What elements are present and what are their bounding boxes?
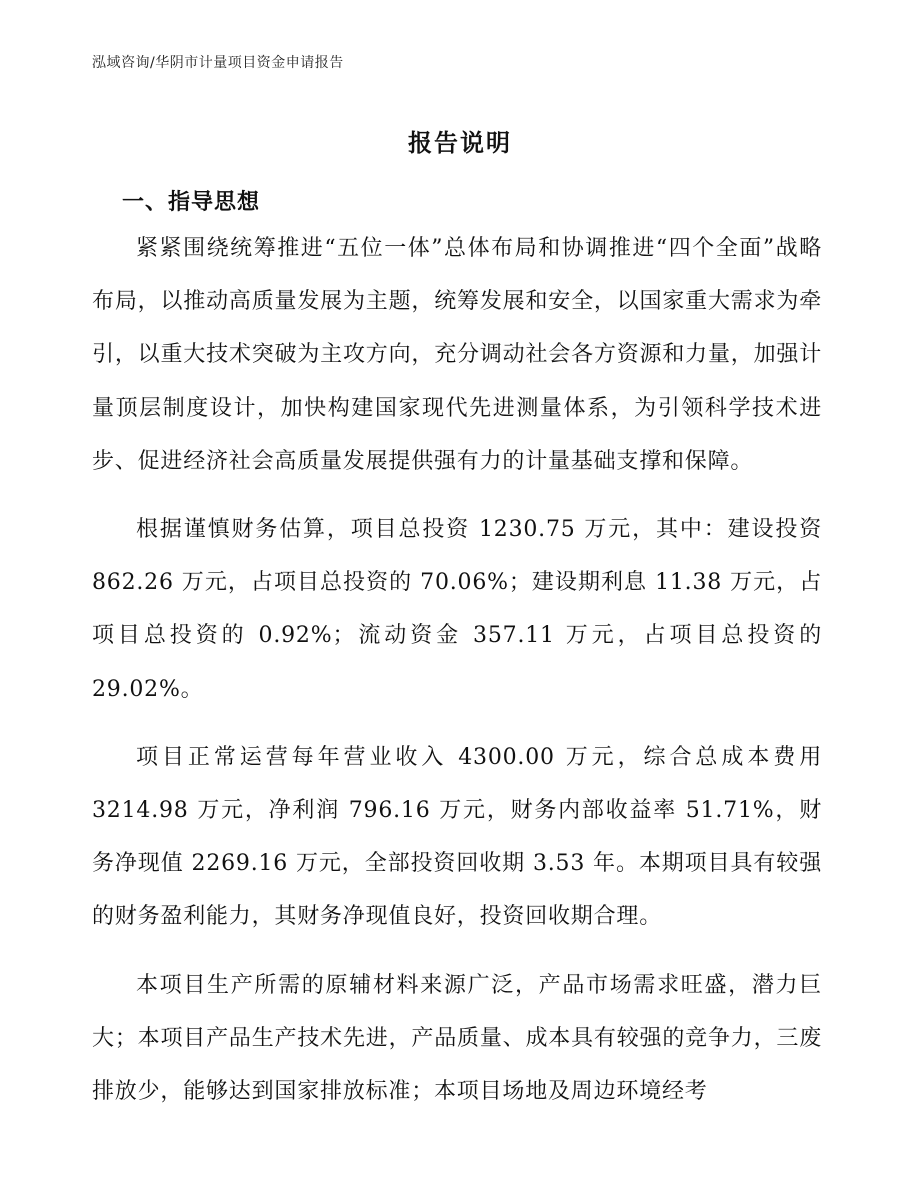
section-heading: 一、指导思想 <box>122 189 261 215</box>
running-header: 泓域咨询/华阴市计量项目资金申请报告 <box>92 55 344 71</box>
paragraph-investment-estimate: 根据谨慎财务估算，项目总投资 1230.75 万元，其中：建设投资 862.26 万元，占项目总投资的 70.06%；建设期利息 11.38 万元，占项目总投资的 0.92%；流动资金 357.11 万元，占项目总投资的 29.02%。 <box>92 517 822 702</box>
page-title: 报告说明 <box>408 128 512 157</box>
paragraph-operating-revenue: 项目正常运营每年营业收入 4300.00 万元，综合总成本费用 3214.98 万元，净利润 796.16 万元，财务内部收益率 51.71%，财务净现值 2269.16 万元，全部投资回收期 3.53 年。本期项目具有较强的财务盈利能力，其财务净现值良好，投资回收期合理。 <box>92 744 822 930</box>
body-content <box>92 222 822 1133</box>
paragraph-materials-market: 本项目生产所需的原辅材料来源广泛，产品市场需求旺盛，潜力巨大；本项目产品生产技术先进，产品质量、成本具有较强的竞争力，三废排放少，能够达到国家排放标准；本项目场地及周边环境经考 <box>92 972 822 1105</box>
paragraph-guiding-thought: 紧紧围绕统筹推进“五位一体”总体布局和协调推进“四个全面”战略布局，以推动高质量发展为主题，统筹发展和安全，以国家重大需求为牵引，以重大技术突破为主攻方向，充分调动社会各方资源和力量，加强计量顶层制度设计，加快构建国家现代先进测量体系，为引领科学技术进步、促进经济社会高质量发展提供强有力的计量基础支撑和保障。 <box>92 236 822 474</box>
